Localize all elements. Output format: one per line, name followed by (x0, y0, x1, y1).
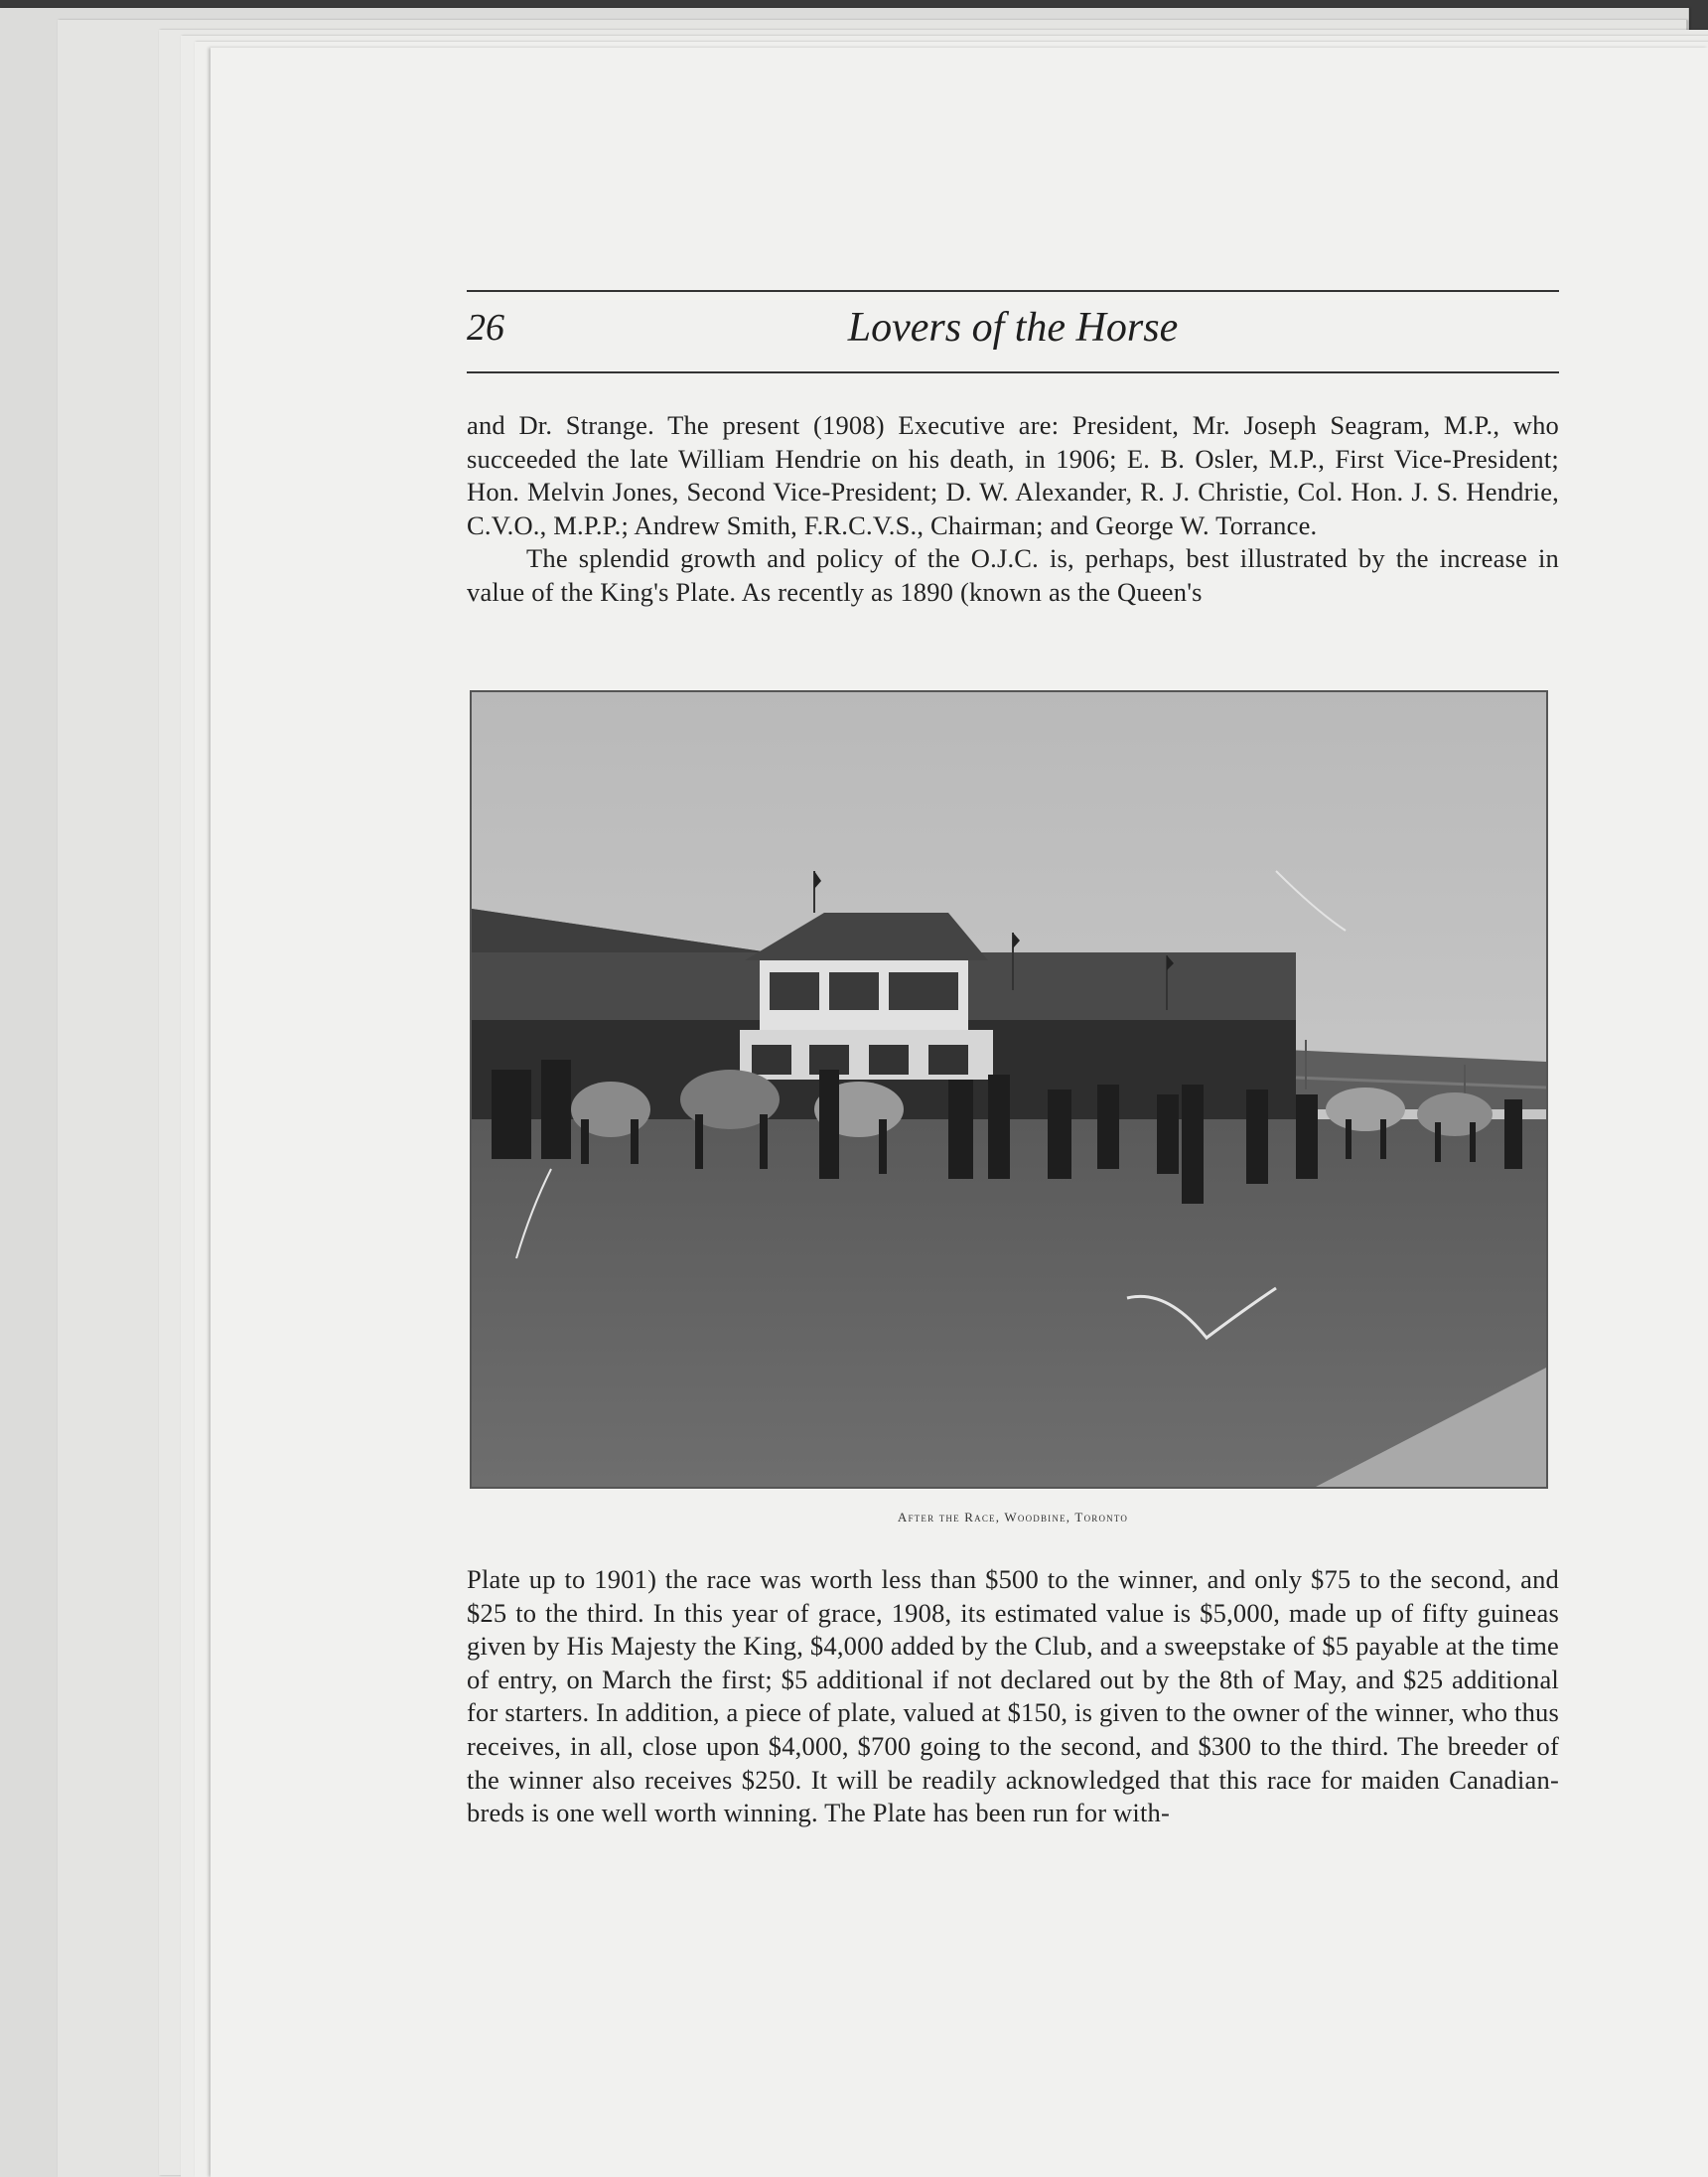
racecourse-photograph (470, 690, 1548, 1489)
book-title: Lovers of the Horse (847, 305, 1179, 351)
header-rule-bottom (467, 371, 1559, 373)
photo-illustration (472, 692, 1546, 1487)
paragraph: Plate up to 1901) the race was worth less than $500 to the winner, and only $75 to the second, and $25 to the third. In this year of grace, 1908, its estimated value is $5,000, made up of fifty guineas given by His Majesty the King, $4,000 added by the Club, and a sweepstake of $5 payable at the time of entry, on March the first; $5 additional if not declared out by the 8th of May, and $25 additional for starters. In addition, a piece of plate, valued at $150, is given to the owner of the winner, who thus receives, in all, close upon $4,000, $700 going to the second, and $300 to the third. The breeder of the winner also receives $250. It will be readily acknowledged that this race for maiden Canadian-breds is one well worth winning. The Plate has been run for with- (467, 1564, 1559, 1828)
figure-caption: After the Race, Woodbine, Toronto (897, 1510, 1129, 1524)
body-text-bottom (467, 1563, 1559, 1830)
header-rule-top (467, 290, 1559, 292)
page-number: 26 (467, 307, 504, 349)
paragraph: The splendid growth and policy of the O.J.C. is, perhaps, best illustrated by the increase in value of the King's Plate. As recently as 1890 (known as the Queen's (467, 543, 1559, 607)
running-head (467, 298, 1559, 363)
body-text-top (467, 409, 1559, 610)
paragraph: and Dr. Strange. The present (1908) Executive are: President, Mr. Joseph Seagram, M.P., who succeeded the late William Hendrie on his death, in 1906; E. B. Osler, M.P., First Vice-President; Hon. Melvin Jones, Second Vice-President; D. W. Alexander, R. J. Christie, Col. Hon. J. S. Hendrie, C.V.O., M.P.P.; Andrew Smith, F.R.C.V.S., Chairman; and George W. Torrance. (467, 410, 1559, 540)
